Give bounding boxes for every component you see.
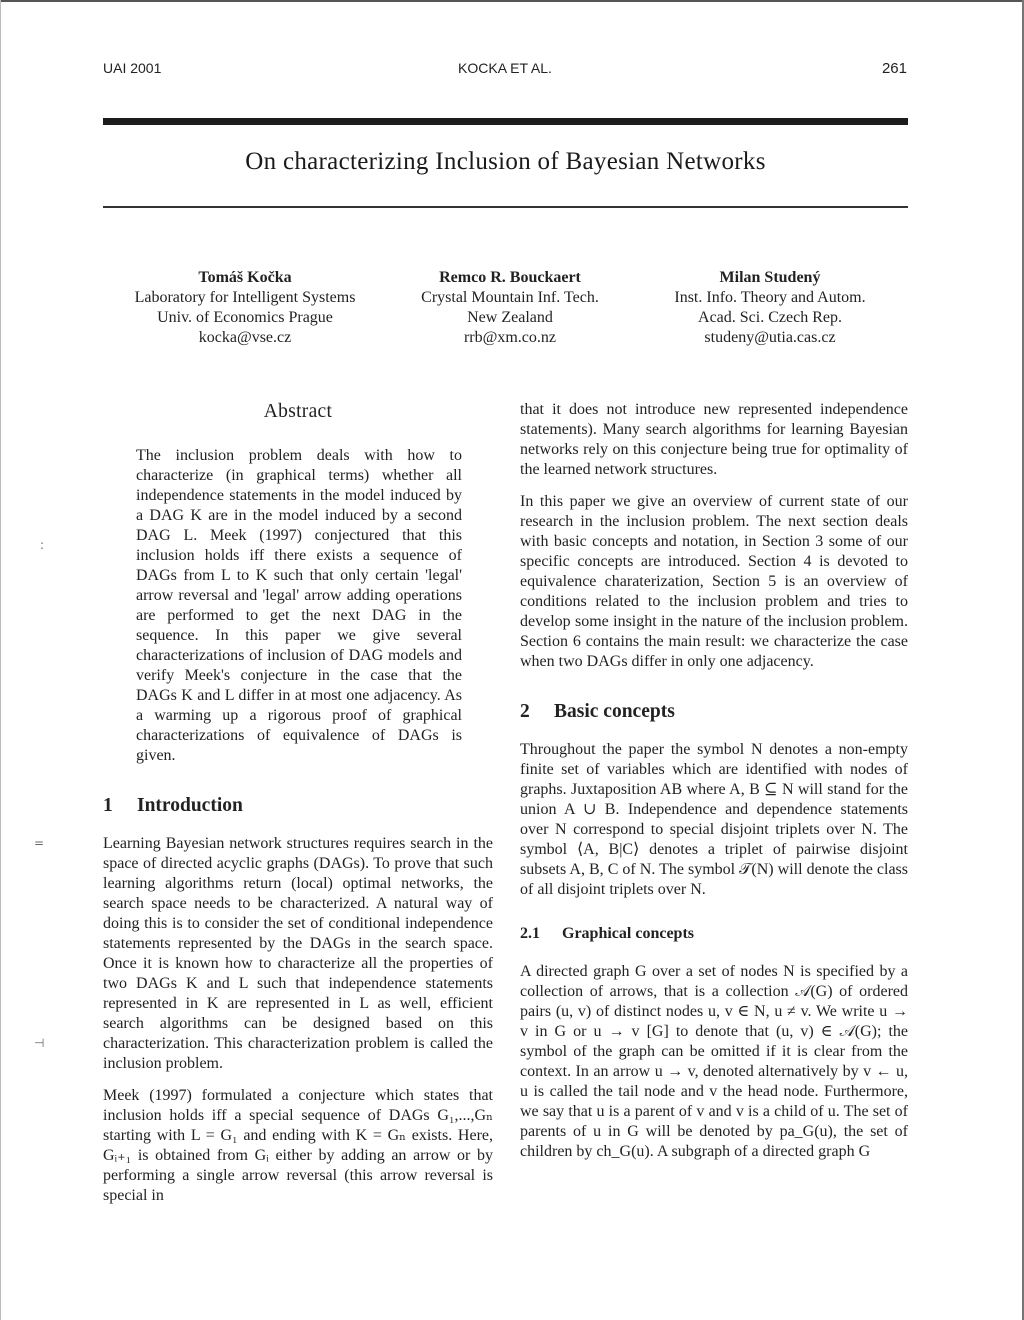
author-email: studeny@utia.cas.cz	[704, 329, 836, 346]
basic-concepts-paragraph: Throughout the paper the symbol N denotes a non-empty finite set of variables which are identified with nodes of graphs. Juxtaposition AB where A, B ⊆ N will stand for the union A ∪ B. Independence and dependence statements over N correspond to special disjoint triplets over N. The symbol ⟨A, B|C⟩ denotes a triplet of pairwise disjoint subsets A, B, C of N. The symbol 𝒯(N) will denote the class of all disjoint triplets over N.	[520, 741, 908, 898]
intro-paragraph-4: In this paper we give an overview of current state of our research in the inclusion problem. The next section deals with basic concepts and notation, in Section 3 some of our specific concepts are introduced. Section 4 is devoted to equivalence charaterization, Section 5 is an overview of conditions related to the inclusion problem and tries to develop some insight in the nature of the inclusion problem. Section 6 contains the main result: we characterize the case when two DAGs differ in only one adjacency.	[520, 493, 908, 670]
section-number: 2	[520, 701, 530, 722]
running-header	[103, 60, 907, 82]
author-affiliation: Univ. of Economics Prague	[157, 309, 333, 326]
left-column	[103, 400, 493, 1206]
graphical-concepts-paragraph: A directed graph G over a set of nodes N is specified by a collection of arrows, that is a collection 𝒜(G) of ordered pairs (u, v) of distinct nodes u, v ∈ N, u ≠ v. We write u → v in G or u → v [G] to denote that (u, v) ∈ 𝒜(G); the symbol of the graph can be omitted if it is clear from the context. In an arrow u → v, denoted alternatively by v ← u, u is called the tail node and v the head node. Furthermore, we say that u is a parent of v and v is a child of u. The set of parents of u in G will be denoted by pa_G(u), the set of children by ch_G(u). A subgraph of a directed graph G	[520, 963, 908, 1160]
page-edge-top	[0, 0, 1024, 2]
author-block-3	[640, 268, 900, 348]
scan-mark-dash: =	[34, 836, 45, 850]
author-affiliation: Acad. Sci. Czech Rep.	[698, 309, 842, 326]
author-block-1	[110, 268, 380, 348]
subsection-number: 2.1	[520, 925, 540, 942]
subsection-2-1-heading	[520, 924, 908, 944]
title-rule-top	[103, 118, 908, 125]
scan-mark-dot: :	[40, 538, 45, 552]
abstract-heading: Abstract	[263, 401, 333, 422]
author-affiliation: Laboratory for Intelligent Systems	[134, 289, 356, 306]
section-title: Basic concepts	[554, 701, 675, 722]
intro-paragraph-2: Meek (1997) formulated a conjecture which states that inclusion holds iff a special sequence of DAGs G₁,...,Gₙ starting with L = G₁ and ending with K = Gₙ exists. Here, Gᵢ₊₁ is obtained from Gᵢ either by adding an arrow or by performing a single arrow reversal (this arrow reversal is special in	[103, 1087, 493, 1204]
page-edge-left	[0, 0, 1, 1320]
author-affiliation: Inst. Info. Theory and Autom.	[674, 289, 866, 306]
title-rule-bottom	[103, 206, 908, 208]
section-1-heading	[103, 796, 493, 816]
abstract-text: The inclusion problem deals with how to characterize (in graphical terms) whether all independence statements in the model induced by a DAG K are in the model induced by a second DAG L. Meek (1997) conjectured that this inclusion holds iff there exists a sequence of DAGs from L to K such that only certain 'legal' arrow reversal and 'legal' arrow adding operations are performed to get the next DAG in the sequence. In this paper we give several characterizations of inclusion of DAG models and verify Meek's conjecture in the case that the DAGs K and L differ in at most one adjacency. As a warming up a rigorous proof of graphical characterizations of equivalence of DAGs is given.	[136, 447, 462, 764]
author-name: Remco R. Bouckaert	[439, 269, 581, 286]
section-title: Introduction	[137, 795, 243, 816]
author-affiliation: New Zealand	[467, 309, 553, 326]
paper-title: On characterizing Inclusion of Bayesian Networks	[245, 148, 766, 175]
right-column	[520, 400, 908, 1162]
subsection-title: Graphical concepts	[562, 925, 694, 942]
header-authors: KOCKA ET AL.	[458, 60, 552, 76]
intro-paragraph-1: Learning Bayesian network structures requires search in the space of directed acyclic graphs (DAGs). To prove that such learning algorithms return (local) optimal networks, the search space needs to be characterized. A natural way of doing this is to consider the set of conditional independence statements represented by the DAGs in the search space. Once it is known how to characterize all the properties of two DAGs K and L such that independence statements represented in K are represented in L as well, efficient search algorithms can be designed based on this characterization. This characterization problem is called the inclusion problem.	[103, 835, 493, 1072]
section-number: 1	[103, 795, 113, 816]
author-email: rrb@xm.co.nz	[463, 329, 557, 346]
author-affiliation: Crystal Mountain Inf. Tech.	[421, 289, 599, 306]
author-name: Milan Studený	[719, 269, 821, 286]
author-email: kocka@vse.cz	[198, 329, 292, 346]
author-name: Tomáš Kočka	[198, 269, 292, 286]
header-page-number: 261	[881, 60, 907, 77]
author-block-2	[390, 268, 630, 348]
scan-mark-tick: ⊣	[34, 1036, 45, 1050]
intro-paragraph-3: that it does not introduce new represented independence statements). Many search algorithms for learning Bayesian networks rely on this conjecture being true for optimality of the learned network structures.	[520, 401, 908, 478]
section-2-heading	[520, 702, 908, 722]
header-venue: UAI 2001	[103, 60, 162, 76]
